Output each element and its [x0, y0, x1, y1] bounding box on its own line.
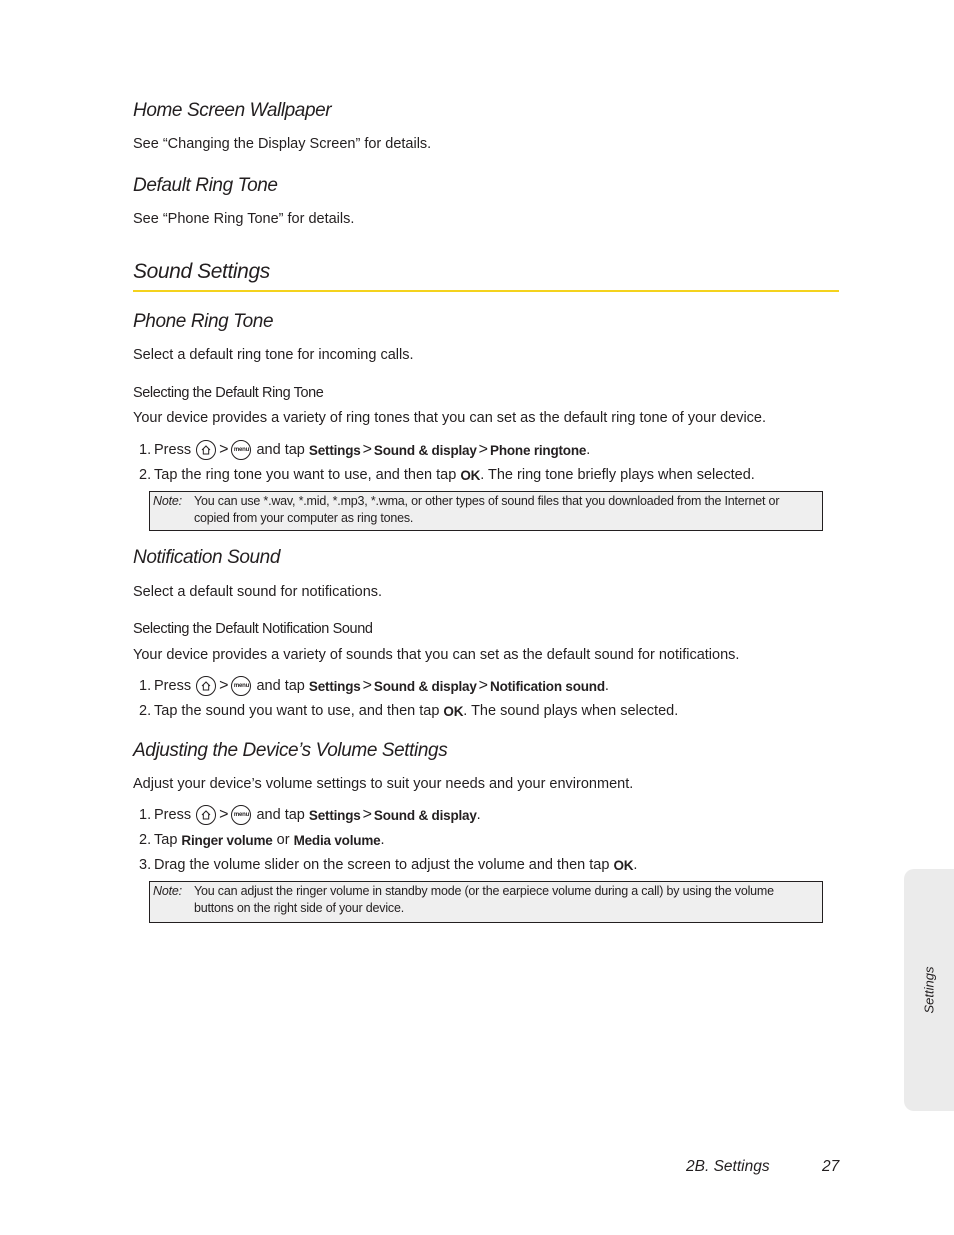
step-text: Tap the ring tone you want to use, and then tap	[154, 467, 457, 483]
step-text: Press	[154, 442, 192, 458]
phone-ring-step-2	[139, 467, 755, 483]
note-text: You can adjust the ringer volume in standby mode (or the earpiece volume during a call) by using the volume buttons on the right side of your device.	[194, 884, 774, 915]
notification-intro: Your device provides a variety of sounds that you can set as the default sound for notifications.	[133, 647, 740, 663]
separator: >	[219, 806, 229, 823]
page-number: 27	[822, 1158, 840, 1175]
step-number: 2.	[139, 832, 152, 848]
volume-text: Adjust your device’s volume settings to suit your needs and your environment.	[133, 776, 634, 792]
notification-step-2	[139, 703, 678, 719]
default-ring-text: See “Phone Ring Tone” for details.	[133, 211, 355, 227]
menu-key-icon: menu	[231, 676, 251, 696]
step-text: . The ring tone briefly plays when selected.	[480, 467, 755, 483]
path-phone-ringtone: Phone ringtone	[490, 442, 587, 458]
step-text: Tap the sound you want to use, and then tap	[154, 703, 440, 719]
note-label: Note:	[153, 884, 182, 898]
footer-section: 2B. Settings	[686, 1158, 770, 1175]
step-text: Tap	[154, 832, 178, 848]
separator: >	[219, 441, 229, 458]
note-text: You can use *.wav, *.mid, *.mp3, *.wma, or other types of sound files that you downloaded from the Internet or copied from your computer as ring tones.	[194, 494, 780, 525]
step-text: and tap	[256, 442, 305, 458]
path-settings: Settings	[308, 678, 361, 694]
heading-default-ring-tone: Default Ring Tone	[133, 175, 278, 196]
separator: >	[478, 441, 489, 458]
phone-ring-step-1: 1. Press > menu and tap Settings > Sound & display > Phone ringtone .	[139, 441, 591, 458]
separator: >	[219, 677, 229, 694]
path-sound-display: Sound & display	[373, 807, 477, 823]
ok-label: OK	[460, 467, 481, 483]
step-number: 3.	[139, 857, 152, 873]
step-text: . The sound plays when selected.	[463, 703, 679, 719]
step-text: and tap	[256, 678, 305, 694]
step-number: 2.	[139, 467, 152, 483]
path-settings: Settings	[308, 807, 361, 823]
path-notification-sound: Notification sound	[490, 678, 605, 694]
ok-label: OK	[613, 857, 634, 873]
heading-volume-settings: Adjusting the Device’s Volume Settings	[133, 740, 448, 761]
note-box-ring-tones	[149, 491, 823, 531]
notification-step-1: 1. Press > menu and tap Settings > Sound & display > Notification sound .	[139, 677, 609, 694]
heading-home-screen-wallpaper: Home Screen Wallpaper	[133, 100, 332, 121]
step-text: and tap	[256, 807, 305, 823]
note-box-volume	[149, 881, 823, 923]
note-label: Note:	[153, 494, 182, 508]
separator: >	[362, 441, 372, 458]
ringer-volume-label: Ringer volume	[181, 832, 273, 848]
side-chapter-tab	[904, 869, 954, 1111]
step-text: Press	[154, 678, 192, 694]
side-tab-label: Settings	[921, 966, 937, 1014]
menu-key-icon: menu	[231, 440, 251, 460]
subheading-default-notification-sound: Selecting the Default Notification Sound	[133, 621, 373, 637]
step-text: Drag the volume slider on the screen to adjust the volume and then tap	[154, 857, 610, 873]
notification-text: Select a default sound for notifications.	[133, 584, 383, 600]
phone-ring-intro: Your device provides a variety of ring tones that you can set as the default ring tone of your device.	[133, 410, 767, 426]
home-key-icon	[196, 805, 216, 825]
path-sound-display: Sound & display	[373, 678, 477, 694]
step-number: 1.	[139, 807, 152, 823]
heading-sound-settings: Sound Settings	[133, 260, 270, 283]
volume-step-3: 3. Drag the volume slider on the screen to adjust the volume and then tap OK .	[139, 857, 638, 873]
volume-step-2: 2. Tap Ringer volume or Media volume .	[139, 832, 385, 848]
menu-key-icon: menu	[231, 805, 251, 825]
path-sound-display: Sound & display	[373, 442, 477, 458]
phone-ring-text: Select a default ring tone for incoming calls.	[133, 347, 414, 363]
separator: >	[362, 806, 372, 823]
volume-step-1: 1. Press > menu and tap Settings > Sound & display .	[139, 806, 481, 823]
heading-phone-ring-tone: Phone Ring Tone	[133, 311, 274, 332]
heading-notification-sound: Notification Sound	[133, 547, 281, 568]
home-key-icon	[196, 676, 216, 696]
step-number: 2.	[139, 703, 152, 719]
wallpaper-text: See “Changing the Display Screen” for details.	[133, 136, 432, 152]
section-rule	[133, 290, 839, 292]
home-key-icon	[196, 440, 216, 460]
path-settings: Settings	[308, 442, 361, 458]
step-number: 1.	[139, 678, 152, 694]
separator: >	[362, 677, 372, 694]
subheading-default-ring-tone: Selecting the Default Ring Tone	[133, 385, 324, 401]
separator: >	[478, 677, 489, 694]
media-volume-label: Media volume	[293, 832, 381, 848]
step-text: Press	[154, 807, 192, 823]
ok-label: OK	[443, 703, 464, 719]
step-text: or	[276, 832, 290, 848]
step-number: 1.	[139, 442, 152, 458]
